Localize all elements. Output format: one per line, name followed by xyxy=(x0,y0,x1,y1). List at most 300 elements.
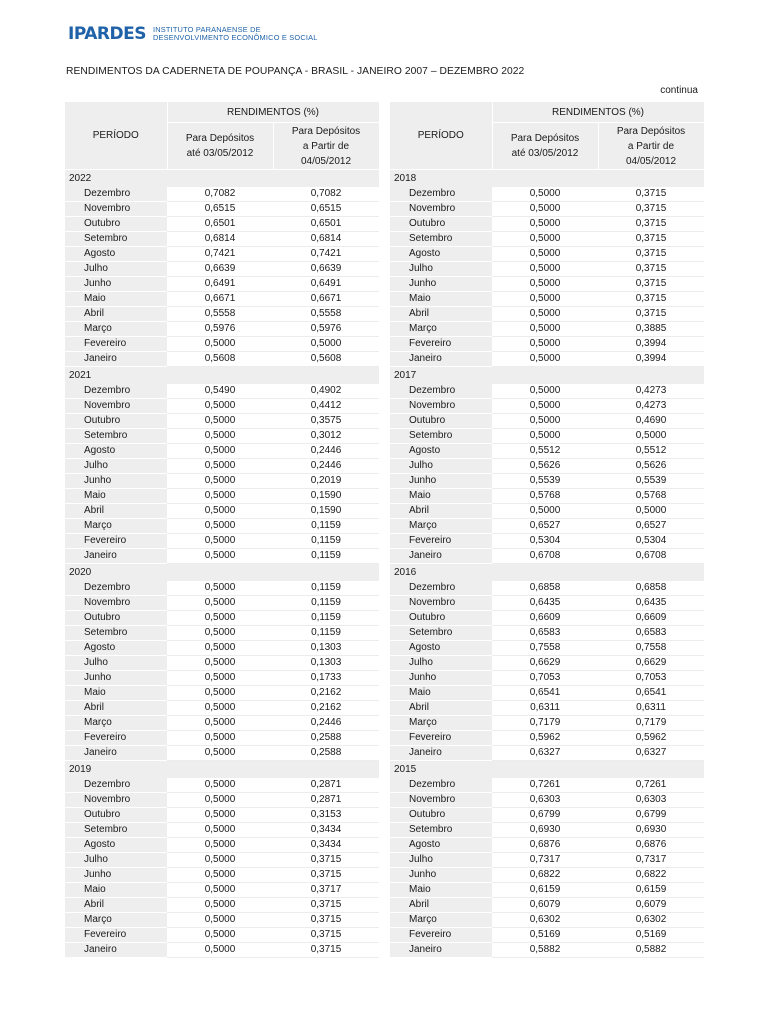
value-apos-2012-cell: 0,3717 xyxy=(273,883,379,898)
table-row xyxy=(65,778,379,793)
month-cell: Abril xyxy=(390,307,492,322)
value-apos-2012-cell: 0,3715 xyxy=(273,943,379,958)
value-ate-2012-cell: 0,5000 xyxy=(167,656,273,671)
year-row-spacer-b xyxy=(598,367,704,385)
value-ate-2012-cell: 0,5000 xyxy=(167,793,273,808)
value-apos-2012-cell: 0,3715 xyxy=(273,868,379,883)
value-apos-2012-cell: 0,4902 xyxy=(273,384,379,399)
value-apos-2012-cell: 0,3994 xyxy=(598,337,704,352)
value-apos-2012-cell: 0,3715 xyxy=(598,247,704,262)
value-ate-2012-cell: 0,6814 xyxy=(167,232,273,247)
month-cell: Junho xyxy=(65,474,167,489)
value-apos-2012-cell: 0,1159 xyxy=(273,596,379,611)
month-cell: Novembro xyxy=(65,596,167,611)
value-apos-2012-cell: 0,3715 xyxy=(273,928,379,943)
value-apos-2012-cell: 0,7558 xyxy=(598,641,704,656)
table-row xyxy=(390,292,704,307)
table-row xyxy=(390,581,704,596)
table-row xyxy=(65,581,379,596)
month-cell: Fevereiro xyxy=(65,731,167,746)
header-col-b-line3: 04/05/2012 xyxy=(625,155,677,167)
month-cell: Dezembro xyxy=(65,187,167,202)
month-cell: Maio xyxy=(390,883,492,898)
value-apos-2012-cell: 0,1159 xyxy=(273,519,379,534)
month-cell: Novembro xyxy=(390,399,492,414)
value-ate-2012-cell: 0,5000 xyxy=(492,322,598,337)
value-ate-2012-cell: 0,5000 xyxy=(492,247,598,262)
value-ate-2012-cell: 0,6876 xyxy=(492,838,598,853)
value-apos-2012-cell: 0,1159 xyxy=(273,534,379,549)
year-row xyxy=(65,367,379,385)
table-row xyxy=(390,384,704,399)
value-apos-2012-cell: 0,6671 xyxy=(273,292,379,307)
value-apos-2012-cell: 0,6079 xyxy=(598,898,704,913)
ipardes-logo xyxy=(68,25,318,43)
table-row xyxy=(390,808,704,823)
year-row-spacer-a xyxy=(492,367,598,385)
header-col-a-line1: Para Depósitos xyxy=(510,133,580,144)
value-ate-2012-cell: 0,5000 xyxy=(167,838,273,853)
value-ate-2012-cell: 0,5000 xyxy=(167,459,273,474)
table-row xyxy=(390,504,704,519)
month-cell: Outubro xyxy=(390,611,492,626)
value-ate-2012-cell: 0,5000 xyxy=(167,731,273,746)
value-apos-2012-cell: 0,2019 xyxy=(273,474,379,489)
month-cell: Março xyxy=(65,519,167,534)
value-apos-2012-cell: 0,5512 xyxy=(598,444,704,459)
value-ate-2012-cell: 0,5539 xyxy=(492,474,598,489)
value-ate-2012-cell: 0,5000 xyxy=(167,549,273,564)
month-cell: Fevereiro xyxy=(65,337,167,352)
value-apos-2012-cell: 0,2162 xyxy=(273,686,379,701)
table-row xyxy=(390,838,704,853)
table-row xyxy=(65,701,379,716)
value-ate-2012-cell: 0,5000 xyxy=(492,232,598,247)
header-rendimentos: RENDIMENTOS (%) xyxy=(167,102,379,123)
month-cell: Agosto xyxy=(390,247,492,262)
value-ate-2012-cell: 0,7421 xyxy=(167,247,273,262)
value-ate-2012-cell: 0,5000 xyxy=(167,928,273,943)
value-apos-2012-cell: 0,6159 xyxy=(598,883,704,898)
year-row-spacer-a xyxy=(492,564,598,582)
table-row xyxy=(65,399,379,414)
table-row xyxy=(390,611,704,626)
month-cell: Maio xyxy=(65,292,167,307)
month-cell: Maio xyxy=(65,489,167,504)
value-ate-2012-cell: 0,7261 xyxy=(492,778,598,793)
month-cell: Dezembro xyxy=(390,778,492,793)
month-cell: Janeiro xyxy=(65,943,167,958)
value-apos-2012-cell: 0,4273 xyxy=(598,384,704,399)
month-cell: Julho xyxy=(390,459,492,474)
month-cell: Abril xyxy=(65,701,167,716)
value-apos-2012-cell: 0,3715 xyxy=(598,292,704,307)
month-cell: Novembro xyxy=(390,596,492,611)
logo-subtitle-line2: DESENVOLVIMENTO ECONÔMICO E SOCIAL xyxy=(152,33,318,42)
value-ate-2012-cell: 0,5000 xyxy=(167,883,273,898)
month-cell: Junho xyxy=(390,868,492,883)
value-apos-2012-cell: 0,5000 xyxy=(273,337,379,352)
table-row xyxy=(65,489,379,504)
month-cell: Abril xyxy=(390,701,492,716)
value-apos-2012-cell: 0,3715 xyxy=(273,853,379,868)
month-cell: Agosto xyxy=(65,641,167,656)
month-cell: Abril xyxy=(390,504,492,519)
month-cell: Maio xyxy=(390,686,492,701)
month-cell: Março xyxy=(390,913,492,928)
value-ate-2012-cell: 0,7179 xyxy=(492,716,598,731)
value-apos-2012-cell: 0,6822 xyxy=(598,868,704,883)
value-apos-2012-cell: 0,1590 xyxy=(273,489,379,504)
table-row xyxy=(390,731,704,746)
month-cell: Julho xyxy=(390,656,492,671)
table-row xyxy=(390,352,704,367)
value-ate-2012-cell: 0,5000 xyxy=(167,823,273,838)
month-cell: Agosto xyxy=(65,838,167,853)
month-cell: Setembro xyxy=(65,232,167,247)
value-ate-2012-cell: 0,5304 xyxy=(492,534,598,549)
value-ate-2012-cell: 0,5000 xyxy=(167,913,273,928)
month-cell: Julho xyxy=(65,853,167,868)
month-cell: Setembro xyxy=(65,429,167,444)
month-cell: Janeiro xyxy=(390,352,492,367)
table-row xyxy=(65,384,379,399)
year-row xyxy=(390,564,704,582)
table-row xyxy=(65,686,379,701)
value-ate-2012-cell: 0,6159 xyxy=(492,883,598,898)
value-apos-2012-cell: 0,6629 xyxy=(598,656,704,671)
table-row xyxy=(65,549,379,564)
value-ate-2012-cell: 0,6799 xyxy=(492,808,598,823)
value-apos-2012-cell: 0,7421 xyxy=(273,247,379,262)
value-ate-2012-cell: 0,6527 xyxy=(492,519,598,534)
month-cell: Novembro xyxy=(65,793,167,808)
value-ate-2012-cell: 0,5000 xyxy=(167,716,273,731)
header-col-b-line2: a Partir de xyxy=(627,140,675,152)
table-row xyxy=(65,202,379,217)
value-ate-2012-cell: 0,5000 xyxy=(492,277,598,292)
month-cell: Setembro xyxy=(390,626,492,641)
table-row xyxy=(65,262,379,277)
year-row-spacer-a xyxy=(492,170,598,188)
value-apos-2012-cell: 0,6327 xyxy=(598,746,704,761)
table-row xyxy=(390,943,704,958)
value-apos-2012-cell: 0,5000 xyxy=(598,429,704,444)
value-apos-2012-cell: 0,3715 xyxy=(598,277,704,292)
header-col-a-line1: Para Depósitos xyxy=(185,133,255,144)
value-ate-2012-cell: 0,6327 xyxy=(492,746,598,761)
value-ate-2012-cell: 0,5000 xyxy=(167,596,273,611)
value-apos-2012-cell: 0,6876 xyxy=(598,838,704,853)
month-cell: Julho xyxy=(390,853,492,868)
month-cell: Janeiro xyxy=(65,352,167,367)
table-row xyxy=(65,459,379,474)
value-apos-2012-cell: 0,3715 xyxy=(273,898,379,913)
table-row xyxy=(390,778,704,793)
value-ate-2012-cell: 0,7558 xyxy=(492,641,598,656)
value-ate-2012-cell: 0,6609 xyxy=(492,611,598,626)
table-row xyxy=(65,943,379,958)
value-ate-2012-cell: 0,5000 xyxy=(492,187,598,202)
month-cell: Janeiro xyxy=(65,746,167,761)
value-ate-2012-cell: 0,5608 xyxy=(167,352,273,367)
value-apos-2012-cell: 0,3575 xyxy=(273,414,379,429)
value-apos-2012-cell: 0,6858 xyxy=(598,581,704,596)
table-row xyxy=(65,868,379,883)
table-row xyxy=(65,247,379,262)
value-ate-2012-cell: 0,5000 xyxy=(167,519,273,534)
month-cell: Setembro xyxy=(390,232,492,247)
table-row xyxy=(65,913,379,928)
month-cell: Junho xyxy=(390,277,492,292)
value-ate-2012-cell: 0,5976 xyxy=(167,322,273,337)
table-row xyxy=(65,444,379,459)
value-ate-2012-cell: 0,5000 xyxy=(492,504,598,519)
value-apos-2012-cell: 0,6303 xyxy=(598,793,704,808)
table-row xyxy=(390,474,704,489)
header-periodo: PERÍODO xyxy=(390,102,492,170)
value-ate-2012-cell: 0,5000 xyxy=(167,853,273,868)
table-row xyxy=(390,868,704,883)
month-cell: Outubro xyxy=(390,808,492,823)
table-row xyxy=(390,641,704,656)
value-apos-2012-cell: 0,3885 xyxy=(598,322,704,337)
value-apos-2012-cell: 0,3715 xyxy=(273,913,379,928)
month-cell: Março xyxy=(65,913,167,928)
table-row xyxy=(65,656,379,671)
month-cell: Maio xyxy=(390,489,492,504)
year-row xyxy=(65,761,379,779)
table-row xyxy=(390,262,704,277)
value-apos-2012-cell: 0,6515 xyxy=(273,202,379,217)
month-cell: Março xyxy=(65,322,167,337)
table-row xyxy=(390,414,704,429)
table-row xyxy=(390,429,704,444)
month-cell: Maio xyxy=(390,292,492,307)
value-apos-2012-cell: 0,3434 xyxy=(273,838,379,853)
value-ate-2012-cell: 0,5000 xyxy=(492,292,598,307)
value-apos-2012-cell: 0,1303 xyxy=(273,641,379,656)
header-col-ate-2012 xyxy=(167,123,273,170)
table-body xyxy=(65,170,379,958)
year-row xyxy=(65,170,379,188)
table-row xyxy=(65,793,379,808)
value-ate-2012-cell: 0,5000 xyxy=(492,429,598,444)
value-apos-2012-cell: 0,2871 xyxy=(273,778,379,793)
month-cell: Outubro xyxy=(390,414,492,429)
table-row xyxy=(390,626,704,641)
value-ate-2012-cell: 0,5000 xyxy=(492,307,598,322)
year-row-spacer-a xyxy=(492,761,598,779)
table-row xyxy=(390,217,704,232)
month-cell: Setembro xyxy=(65,823,167,838)
month-cell: Junho xyxy=(65,671,167,686)
value-apos-2012-cell: 0,2446 xyxy=(273,716,379,731)
value-apos-2012-cell: 0,4273 xyxy=(598,399,704,414)
month-cell: Janeiro xyxy=(65,549,167,564)
month-cell: Novembro xyxy=(65,399,167,414)
value-ate-2012-cell: 0,5000 xyxy=(167,474,273,489)
value-ate-2012-cell: 0,5882 xyxy=(492,943,598,958)
month-cell: Agosto xyxy=(390,641,492,656)
value-ate-2012-cell: 0,6303 xyxy=(492,793,598,808)
table-row xyxy=(390,337,704,352)
year-label: 2015 xyxy=(390,761,492,779)
month-cell: Janeiro xyxy=(390,943,492,958)
table-row xyxy=(65,187,379,202)
header-col-apos-2012 xyxy=(598,123,704,170)
month-cell: Maio xyxy=(65,883,167,898)
value-apos-2012-cell: 0,5608 xyxy=(273,352,379,367)
table-row xyxy=(390,322,704,337)
value-ate-2012-cell: 0,5000 xyxy=(167,626,273,641)
table-row xyxy=(390,232,704,247)
header-col-ate-2012 xyxy=(492,123,598,170)
value-ate-2012-cell: 0,6708 xyxy=(492,549,598,564)
value-ate-2012-cell: 0,6639 xyxy=(167,262,273,277)
value-apos-2012-cell: 0,5304 xyxy=(598,534,704,549)
table-row xyxy=(390,307,704,322)
value-apos-2012-cell: 0,3715 xyxy=(598,187,704,202)
table-row xyxy=(390,459,704,474)
table-row xyxy=(390,746,704,761)
value-ate-2012-cell: 0,5000 xyxy=(167,746,273,761)
month-cell: Junho xyxy=(390,474,492,489)
value-apos-2012-cell: 0,1590 xyxy=(273,504,379,519)
table-row xyxy=(390,656,704,671)
table-row xyxy=(65,596,379,611)
month-cell: Março xyxy=(390,519,492,534)
value-apos-2012-cell: 0,1733 xyxy=(273,671,379,686)
value-apos-2012-cell: 0,3715 xyxy=(598,217,704,232)
value-ate-2012-cell: 0,6858 xyxy=(492,581,598,596)
value-apos-2012-cell: 0,5768 xyxy=(598,489,704,504)
table-row xyxy=(65,641,379,656)
continua-label: continua xyxy=(660,85,698,96)
year-row-spacer-b xyxy=(598,761,704,779)
table-row xyxy=(65,883,379,898)
value-ate-2012-cell: 0,5558 xyxy=(167,307,273,322)
table-row xyxy=(390,596,704,611)
month-cell: Julho xyxy=(390,262,492,277)
table-row xyxy=(65,853,379,868)
month-cell: Novembro xyxy=(390,202,492,217)
month-cell: Abril xyxy=(65,307,167,322)
logo-wordmark: IPARDES xyxy=(68,24,146,44)
value-ate-2012-cell: 0,6302 xyxy=(492,913,598,928)
table-row xyxy=(65,504,379,519)
month-cell: Abril xyxy=(65,504,167,519)
value-ate-2012-cell: 0,5000 xyxy=(167,808,273,823)
value-apos-2012-cell: 0,3715 xyxy=(598,232,704,247)
value-apos-2012-cell: 0,6311 xyxy=(598,701,704,716)
value-ate-2012-cell: 0,6930 xyxy=(492,823,598,838)
value-ate-2012-cell: 0,6541 xyxy=(492,686,598,701)
year-row xyxy=(390,367,704,385)
month-cell: Outubro xyxy=(390,217,492,232)
month-cell: Novembro xyxy=(65,202,167,217)
value-apos-2012-cell: 0,6435 xyxy=(598,596,704,611)
value-apos-2012-cell: 0,2446 xyxy=(273,444,379,459)
value-ate-2012-cell: 0,5000 xyxy=(167,337,273,352)
table-row xyxy=(65,611,379,626)
value-apos-2012-cell: 0,6814 xyxy=(273,232,379,247)
table-row xyxy=(65,808,379,823)
header-col-a-line2: até 03/05/2012 xyxy=(511,148,579,159)
table-row xyxy=(65,292,379,307)
month-cell: Dezembro xyxy=(390,384,492,399)
year-row xyxy=(65,564,379,582)
month-cell: Outubro xyxy=(65,611,167,626)
month-cell: Outubro xyxy=(65,217,167,232)
value-ate-2012-cell: 0,6311 xyxy=(492,701,598,716)
value-ate-2012-cell: 0,5000 xyxy=(167,686,273,701)
month-cell: Julho xyxy=(65,656,167,671)
year-label: 2017 xyxy=(390,367,492,385)
month-cell: Fevereiro xyxy=(390,534,492,549)
table-row xyxy=(65,519,379,534)
value-ate-2012-cell: 0,5169 xyxy=(492,928,598,943)
table-row xyxy=(65,823,379,838)
value-ate-2012-cell: 0,5000 xyxy=(167,701,273,716)
value-apos-2012-cell: 0,7179 xyxy=(598,716,704,731)
year-label: 2016 xyxy=(390,564,492,582)
value-apos-2012-cell: 0,7082 xyxy=(273,187,379,202)
table-row xyxy=(65,716,379,731)
value-ate-2012-cell: 0,5000 xyxy=(167,943,273,958)
value-ate-2012-cell: 0,5000 xyxy=(167,504,273,519)
value-ate-2012-cell: 0,5490 xyxy=(167,384,273,399)
value-ate-2012-cell: 0,5768 xyxy=(492,489,598,504)
table-row xyxy=(65,671,379,686)
value-apos-2012-cell: 0,5169 xyxy=(598,928,704,943)
value-apos-2012-cell: 0,6501 xyxy=(273,217,379,232)
table-row xyxy=(65,307,379,322)
year-row xyxy=(390,761,704,779)
table-row xyxy=(390,913,704,928)
value-apos-2012-cell: 0,3153 xyxy=(273,808,379,823)
value-ate-2012-cell: 0,7053 xyxy=(492,671,598,686)
table-row xyxy=(390,534,704,549)
table-row xyxy=(65,746,379,761)
year-row xyxy=(390,170,704,188)
header-col-b-line1: Para Depósitos xyxy=(291,125,361,137)
yields-table-right xyxy=(390,102,705,958)
value-apos-2012-cell: 0,4412 xyxy=(273,399,379,414)
value-ate-2012-cell: 0,5000 xyxy=(167,489,273,504)
table-row xyxy=(390,247,704,262)
header-col-a-line2: até 03/05/2012 xyxy=(186,148,254,159)
value-ate-2012-cell: 0,5000 xyxy=(167,611,273,626)
value-apos-2012-cell: 0,1303 xyxy=(273,656,379,671)
year-row-spacer-a xyxy=(167,564,273,582)
table-row xyxy=(390,671,704,686)
value-apos-2012-cell: 0,1159 xyxy=(273,611,379,626)
table-row xyxy=(65,838,379,853)
month-cell: Maio xyxy=(65,686,167,701)
month-cell: Abril xyxy=(390,898,492,913)
year-label: 2020 xyxy=(65,564,167,582)
value-apos-2012-cell: 0,6583 xyxy=(598,626,704,641)
value-apos-2012-cell: 0,5882 xyxy=(598,943,704,958)
value-ate-2012-cell: 0,5000 xyxy=(492,217,598,232)
value-ate-2012-cell: 0,7317 xyxy=(492,853,598,868)
value-ate-2012-cell: 0,6822 xyxy=(492,868,598,883)
value-ate-2012-cell: 0,5000 xyxy=(167,429,273,444)
month-cell: Dezembro xyxy=(390,581,492,596)
value-ate-2012-cell: 0,6501 xyxy=(167,217,273,232)
logo-subtitle-line1: INSTITUTO PARANAENSE DE xyxy=(152,24,261,34)
